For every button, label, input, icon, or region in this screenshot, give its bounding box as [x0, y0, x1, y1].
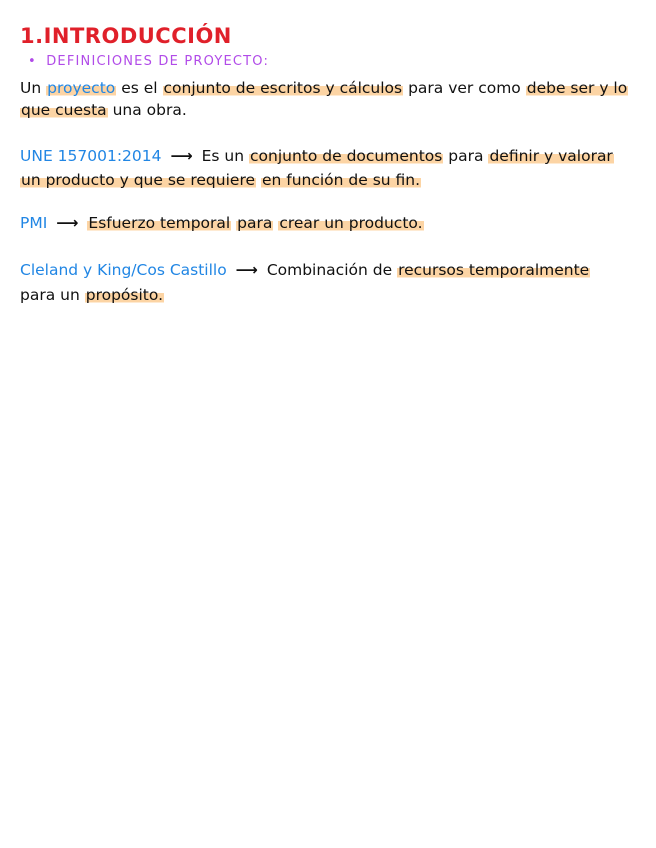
- definition-2-line-2: [20, 170, 421, 190]
- def2-word: para: [448, 147, 484, 165]
- arrow-right-icon: ⟶: [235, 261, 258, 279]
- subtitle-text: DEFINICIONES DE PROYECTO:: [46, 54, 270, 69]
- section-subtitle: [28, 54, 269, 69]
- definition-4-line-2: [20, 285, 164, 305]
- definition-1-line-2: [20, 100, 187, 120]
- def1-word: una obra.: [112, 101, 187, 119]
- section-title: 1.INTRODUCCIÓN: [20, 24, 232, 48]
- def1-highlight: conjunto de escritos y cálculos: [163, 79, 403, 97]
- definition-3: [20, 213, 424, 233]
- def1-word: es el: [121, 79, 158, 97]
- definition-1-line-1: [20, 78, 628, 98]
- bullet-icon: •: [28, 54, 37, 69]
- def4-word: Combinación de: [266, 261, 393, 279]
- def4-highlight: propósito.: [85, 286, 164, 304]
- def2-word: Es un: [201, 147, 245, 165]
- def1-word: Un: [20, 79, 42, 97]
- def1-highlight: que cuesta: [21, 101, 107, 119]
- def3-source: PMI: [20, 214, 48, 232]
- def2-highlight: en función de su fin.: [261, 171, 421, 189]
- def2-highlight: un producto y que se requiere: [21, 171, 256, 189]
- def2-source: UNE 157001:2014: [20, 147, 162, 165]
- def2-highlight: definir y valorar: [489, 147, 613, 165]
- def3-highlight: para: [237, 214, 273, 232]
- def1-keyword: proyecto: [47, 79, 116, 97]
- def3-highlight: Esfuerzo temporal: [88, 214, 231, 232]
- def2-highlight: conjunto de documentos: [250, 147, 443, 165]
- def4-highlight: recursos temporalmente: [398, 261, 590, 279]
- definition-2-line-1: [20, 146, 614, 166]
- def4-word: para un: [20, 286, 80, 304]
- def1-highlight: debe ser y lo: [526, 79, 628, 97]
- def4-source: Cleland y King/Cos Castillo: [20, 261, 227, 279]
- def3-highlight: crear un producto.: [279, 214, 423, 232]
- arrow-right-icon: ⟶: [56, 214, 79, 232]
- def1-word: para ver como: [408, 79, 521, 97]
- arrow-right-icon: ⟶: [170, 147, 193, 165]
- definition-4-line-1: [20, 260, 590, 280]
